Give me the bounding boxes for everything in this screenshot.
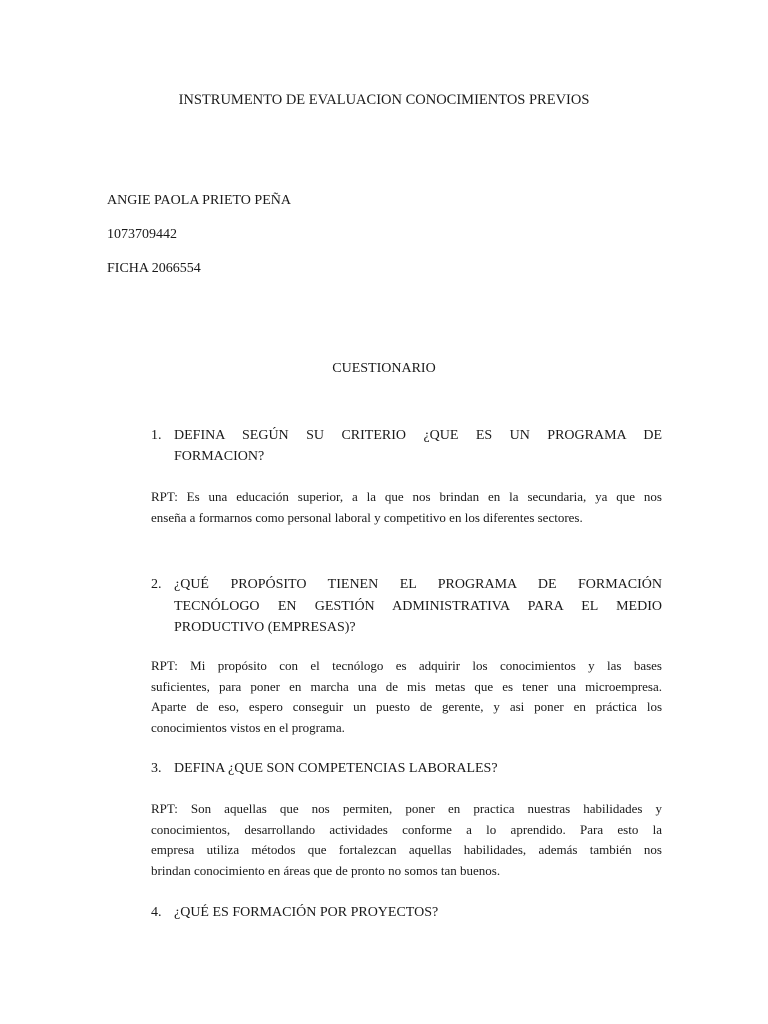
question-text xyxy=(174,574,662,639)
question-number: 1. xyxy=(151,428,162,443)
answer-line: RPT: Mi propósito con el tecnólogo es adquirir los conocimientos y las bases xyxy=(151,658,662,673)
section-title: CUESTIONARIO xyxy=(332,361,436,376)
question-3 xyxy=(151,760,662,778)
answer-2 xyxy=(151,656,662,738)
question-number: 3. xyxy=(151,761,162,776)
question-line: ¿QUÉ ES FORMACIÓN POR PROYECTOS? xyxy=(174,905,439,920)
answer-line: brindan conocimiento en áreas que de pronto no somos tan buenos. xyxy=(151,862,501,878)
question-line: TECNÓLOGO EN GESTIÓN ADMINISTRATIVA PARA EL MEDIO xyxy=(174,598,662,614)
question-1 xyxy=(151,426,662,467)
student-name: ANGIE PAOLA PRIETO PEÑA xyxy=(107,193,291,208)
question-line: PRODUCTIVO (EMPRESAS)? xyxy=(174,620,356,635)
answer-line: suficientes, para poner en marcha una de mis metas que es tener una microempresa. xyxy=(151,678,662,694)
answer-3 xyxy=(151,799,662,881)
answer-line: conocimientos, desarrollando actividades conforme a lo aprendido. Para esto la xyxy=(151,821,662,837)
question-line: FORMACION? xyxy=(174,448,265,464)
answer-line: empresa utiliza métodos que fortalezcan aquellas habilidades, además también nos xyxy=(151,842,662,857)
question-line: ¿QUÉ PROPÓSITO TIENEN EL PROGRAMA DE FORMACIÓN xyxy=(174,577,662,592)
question-line: DEFINA SEGÚN SU CRITERIO ¿QUE ES UN PROGRAMA DE xyxy=(174,428,662,443)
student-id-number: 1073709442 xyxy=(107,227,177,242)
answer-line: Aparte de eso, espero conseguir un puesto de gerente, y asi poner en práctica los xyxy=(151,699,662,714)
question-text xyxy=(174,426,662,467)
question-4 xyxy=(151,904,662,922)
answer-1 xyxy=(151,487,662,528)
question-number: 4. xyxy=(151,905,162,920)
answer-line: enseña a formarnos como personal laboral y competitivo en los diferentes sectores. xyxy=(151,509,583,525)
answer-line: RPT: Son aquellas que nos permiten, poner en practica nuestras habilidades y xyxy=(151,801,662,816)
document-title: INSTRUMENTO DE EVALUACION CONOCIMIENTOS PREVIOS xyxy=(178,92,590,108)
question-2 xyxy=(151,574,662,639)
question-number: 2. xyxy=(151,577,162,592)
question-line: DEFINA ¿QUE SON COMPETENCIAS LABORALES? xyxy=(174,761,498,776)
ficha-number: FICHA 2066554 xyxy=(107,261,201,276)
question-text xyxy=(174,904,662,922)
answer-line: RPT: Es una educación superior, a la que nos brindan en la secundaria, ya que nos xyxy=(151,489,662,504)
question-text xyxy=(174,760,662,778)
answer-line: conocimientos vistos en el programa. xyxy=(151,719,345,735)
